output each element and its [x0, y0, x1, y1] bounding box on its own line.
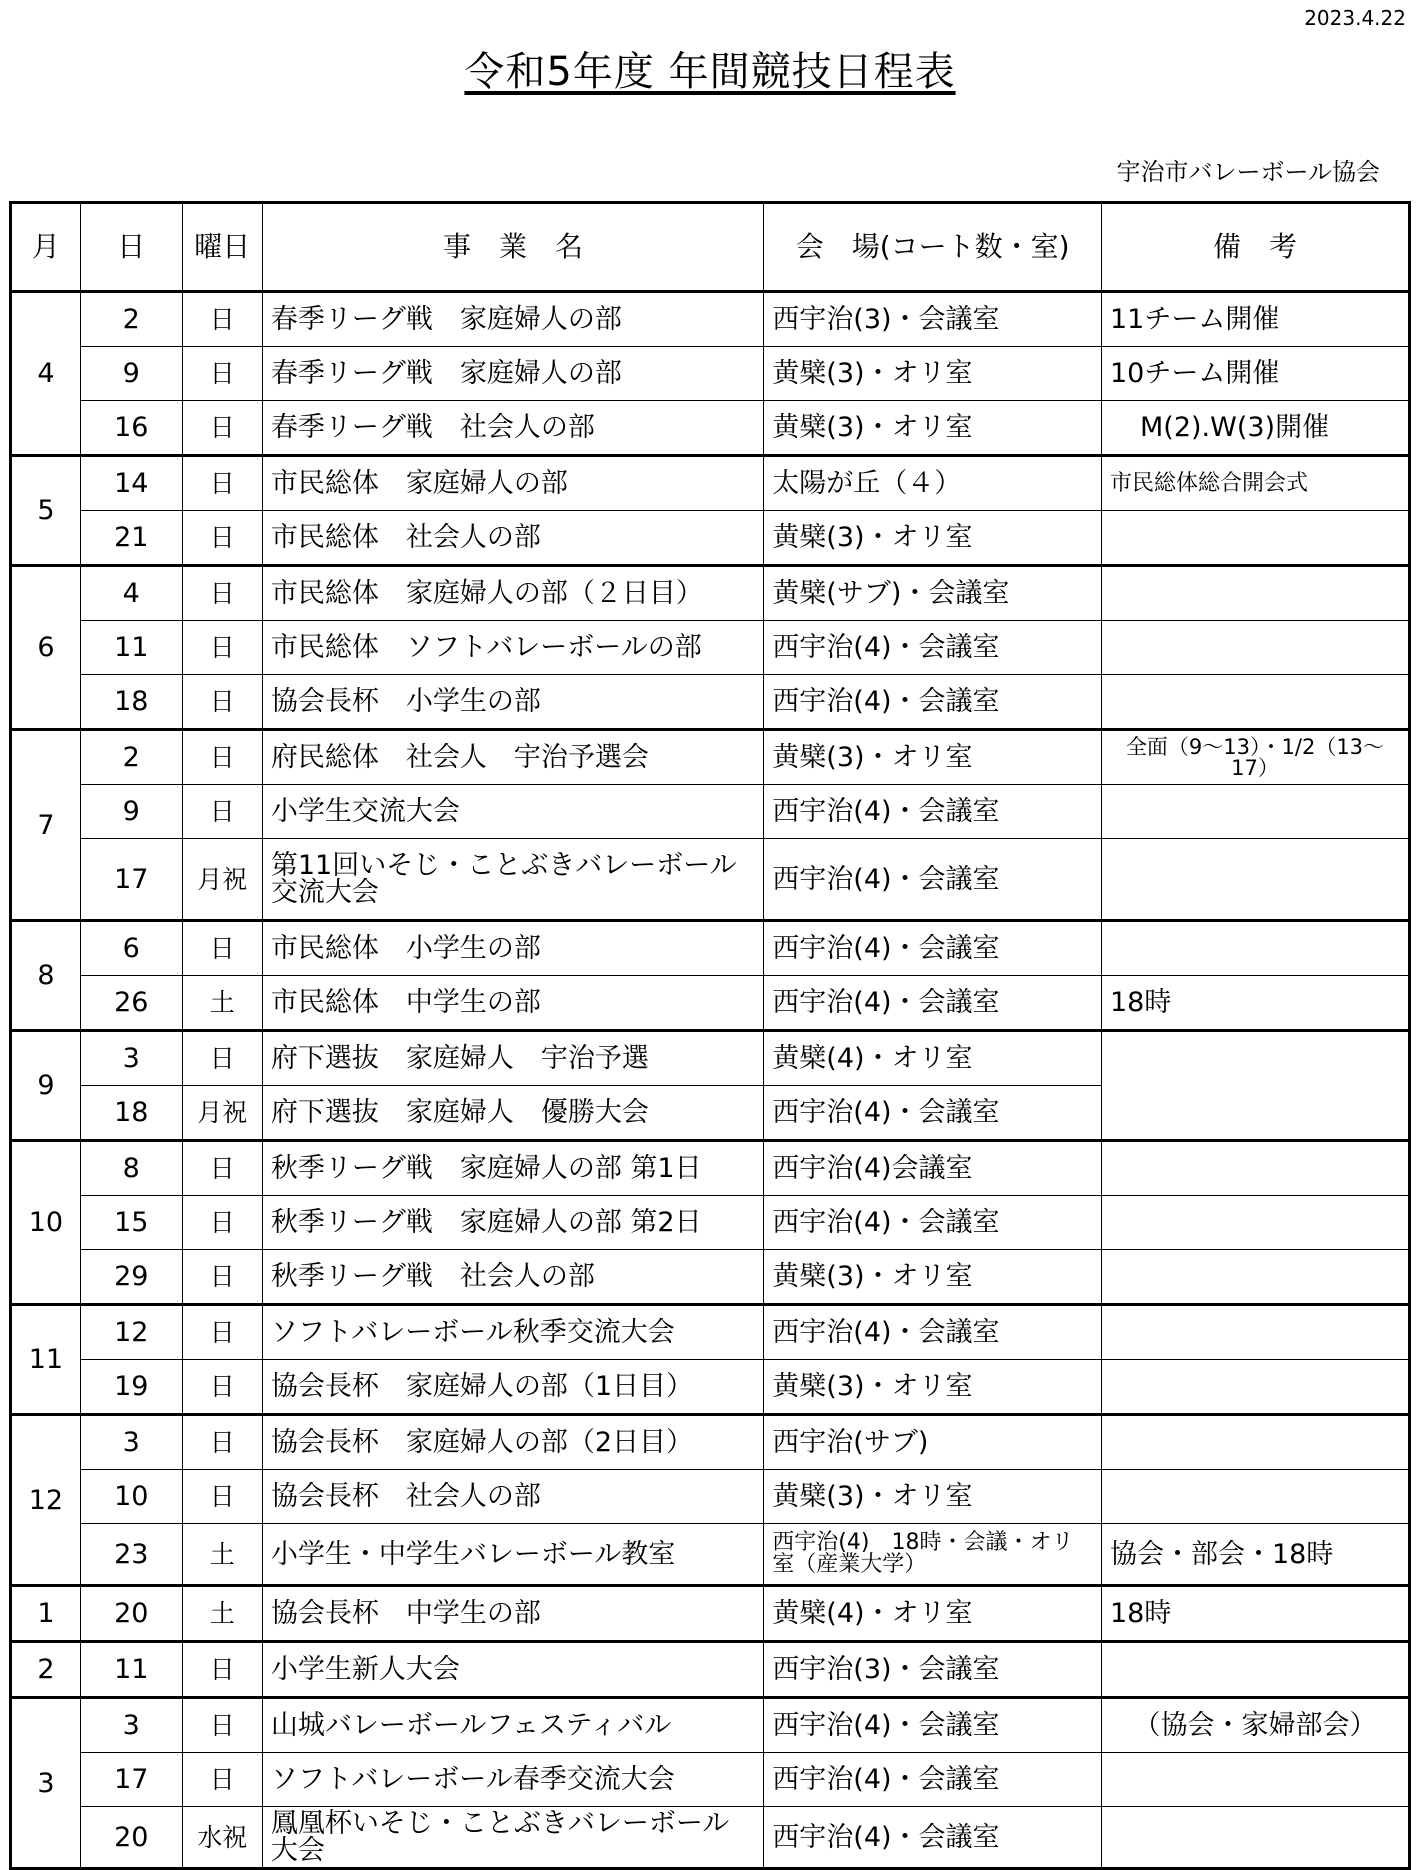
note-cell: 市民総体総合開会式 — [1102, 456, 1410, 511]
table-row — [11, 1586, 1410, 1642]
venue-cell: 西宇治(4)・会議室 — [764, 675, 1102, 730]
note-cell — [1102, 1642, 1410, 1698]
weekday-cell: 日 — [182, 511, 262, 566]
note-cell — [1102, 839, 1410, 921]
note-cell: （協会・家婦部会） — [1102, 1698, 1410, 1753]
event-cell: 協会長杯 小学生の部 — [262, 675, 763, 730]
venue-cell: 西宇治(4)・会議室 — [764, 839, 1102, 921]
note-cell — [1102, 1305, 1410, 1360]
day-cell: 2 — [80, 730, 182, 785]
weekday-cell: 日 — [182, 1031, 262, 1086]
venue-cell: 西宇治(4)・会議室 — [764, 785, 1102, 839]
day-cell: 2 — [80, 292, 182, 347]
day-cell: 23 — [80, 1524, 182, 1586]
table-row — [11, 1698, 1410, 1753]
header-note: 備 考 — [1102, 203, 1410, 292]
table-row — [11, 1524, 1410, 1586]
venue-cell: 西宇治(4)・会議室 — [764, 621, 1102, 675]
month-cell: 9 — [11, 1031, 81, 1141]
weekday-cell: 日 — [182, 1305, 262, 1360]
table-row — [11, 1753, 1410, 1807]
weekday-cell: 日 — [182, 1753, 262, 1807]
weekday-cell: 日 — [182, 1415, 262, 1470]
table-row — [11, 785, 1410, 839]
weekday-cell: 日 — [182, 1141, 262, 1196]
schedule-table — [9, 201, 1411, 1870]
day-cell: 9 — [80, 347, 182, 401]
day-cell: 29 — [80, 1250, 182, 1305]
venue-cell: 西宇治(4)・会議室 — [764, 976, 1102, 1031]
venue-cell: 西宇治(3)・会議室 — [764, 1642, 1102, 1698]
organization-name: 宇治市バレーボール協会 — [1116, 158, 1380, 186]
venue-cell: 黄檗(サブ)・会議室 — [764, 566, 1102, 621]
day-cell: 14 — [80, 456, 182, 511]
weekday-cell: 土 — [182, 1524, 262, 1586]
document-date: 2023.4.22 — [1304, 6, 1406, 30]
venue-cell: 西宇治(4)・会議室 — [764, 1086, 1102, 1141]
venue-cell: 黄檗(3)・オリ室 — [764, 347, 1102, 401]
weekday-cell: 日 — [182, 730, 262, 785]
venue-cell: 西宇治(4)・会議室 — [764, 921, 1102, 976]
table-row — [11, 401, 1410, 456]
note-cell — [1102, 1196, 1410, 1250]
note-cell: 18時 — [1102, 1586, 1410, 1642]
table-row — [11, 921, 1410, 976]
weekday-cell: 日 — [182, 292, 262, 347]
month-cell: 10 — [11, 1141, 81, 1305]
header-day: 日 — [80, 203, 182, 292]
event-cell: 第11回いそじ・ことぶきバレーボール交流大会 — [262, 839, 763, 921]
weekday-cell: 水祝 — [182, 1807, 262, 1869]
note-cell — [1102, 1415, 1410, 1470]
event-cell: ソフトバレーボール秋季交流大会 — [262, 1305, 763, 1360]
event-cell: 春季リーグ戦 家庭婦人の部 — [262, 292, 763, 347]
event-cell: 府下選抜 家庭婦人 優勝大会 — [262, 1086, 763, 1141]
weekday-cell: 日 — [182, 1642, 262, 1698]
event-cell: 山城バレーボールフェスティバル — [262, 1698, 763, 1753]
weekday-cell: 日 — [182, 1360, 262, 1415]
day-cell: 18 — [80, 1086, 182, 1141]
event-cell: 市民総体 家庭婦人の部 — [262, 456, 763, 511]
event-cell: 小学生・中学生バレーボール教室 — [262, 1524, 763, 1586]
day-cell: 26 — [80, 976, 182, 1031]
table-row — [11, 1360, 1410, 1415]
table-row — [11, 566, 1410, 621]
note-cell — [1102, 1250, 1410, 1305]
event-cell: 協会長杯 社会人の部 — [262, 1470, 763, 1524]
table-row — [11, 1031, 1410, 1086]
table-row — [11, 675, 1410, 730]
month-cell: 1 — [11, 1586, 81, 1642]
event-cell: 市民総体 社会人の部 — [262, 511, 763, 566]
event-cell: 市民総体 家庭婦人の部（２日目） — [262, 566, 763, 621]
month-cell: 6 — [11, 566, 81, 730]
venue-cell: 西宇治(4)・会議室 — [764, 1196, 1102, 1250]
table-row — [11, 1250, 1410, 1305]
venue-cell: 西宇治(4)会議室 — [764, 1141, 1102, 1196]
event-cell: 協会長杯 家庭婦人の部（2日目） — [262, 1415, 763, 1470]
note-cell: M(2).W(3)開催 — [1102, 401, 1410, 456]
day-cell: 6 — [80, 921, 182, 976]
header-venue: 会 場(コート数・室) — [764, 203, 1102, 292]
weekday-cell: 日 — [182, 1698, 262, 1753]
page-title: 令和5年度 年間競技日程表 — [464, 49, 956, 95]
venue-cell: 黄檗(3)・オリ室 — [764, 1360, 1102, 1415]
note-cell — [1102, 1360, 1410, 1415]
header-weekday: 曜日 — [182, 203, 262, 292]
day-cell: 17 — [80, 1753, 182, 1807]
table-row — [11, 839, 1410, 921]
day-cell: 11 — [80, 1642, 182, 1698]
venue-cell: 黄檗(3)・オリ室 — [764, 730, 1102, 785]
month-cell: 2 — [11, 1642, 81, 1698]
venue-cell: 黄檗(3)・オリ室 — [764, 1470, 1102, 1524]
note-cell — [1102, 675, 1410, 730]
venue-cell: 西宇治(4)・会議室 — [764, 1305, 1102, 1360]
weekday-cell: 土 — [182, 1586, 262, 1642]
venue-cell: 黄檗(3)・オリ室 — [764, 401, 1102, 456]
table-row — [11, 1196, 1410, 1250]
table-row — [11, 1141, 1410, 1196]
note-cell: 協会・部会・18時 — [1102, 1524, 1410, 1586]
note-cell: 18時 — [1102, 976, 1410, 1031]
header-month: 月 — [11, 203, 81, 292]
day-cell: 10 — [80, 1470, 182, 1524]
note-cell: 全面（9〜13）・1/2（13〜17） — [1102, 730, 1410, 785]
note-cell: 11チーム開催 — [1102, 292, 1410, 347]
month-cell: 3 — [11, 1698, 81, 1869]
day-cell: 20 — [80, 1586, 182, 1642]
note-cell — [1102, 921, 1410, 976]
venue-cell: 西宇治(4) 18時・会議・オリ室（産業大学） — [764, 1524, 1102, 1586]
month-cell: 4 — [11, 292, 81, 456]
note-cell — [1102, 1753, 1410, 1807]
venue-cell: 黄檗(3)・オリ室 — [764, 511, 1102, 566]
day-cell: 9 — [80, 785, 182, 839]
day-cell: 21 — [80, 511, 182, 566]
day-cell: 3 — [80, 1031, 182, 1086]
header-row — [11, 203, 1410, 292]
weekday-cell: 日 — [182, 1196, 262, 1250]
month-cell: 7 — [11, 730, 81, 921]
note-cell — [1102, 621, 1410, 675]
month-cell: 11 — [11, 1305, 81, 1415]
note-cell — [1102, 1807, 1410, 1869]
header-event: 事 業 名 — [262, 203, 763, 292]
event-cell: 市民総体 ソフトバレーボールの部 — [262, 621, 763, 675]
day-cell: 18 — [80, 675, 182, 730]
event-cell: 協会長杯 家庭婦人の部（1日目） — [262, 1360, 763, 1415]
table-row — [11, 976, 1410, 1031]
day-cell: 3 — [80, 1698, 182, 1753]
month-cell: 5 — [11, 456, 81, 566]
month-cell: 8 — [11, 921, 81, 1031]
event-cell: 秋季リーグ戦 社会人の部 — [262, 1250, 763, 1305]
venue-cell: 西宇治(4)・会議室 — [764, 1807, 1102, 1869]
note-cell: 10チーム開催 — [1102, 347, 1410, 401]
weekday-cell: 日 — [182, 1470, 262, 1524]
event-cell: 協会長杯 中学生の部 — [262, 1586, 763, 1642]
day-cell: 8 — [80, 1141, 182, 1196]
weekday-cell: 日 — [182, 921, 262, 976]
note-cell — [1102, 566, 1410, 621]
weekday-cell: 日 — [182, 456, 262, 511]
weekday-cell: 日 — [182, 401, 262, 456]
weekday-cell: 日 — [182, 347, 262, 401]
venue-cell: 西宇治(4)・会議室 — [764, 1698, 1102, 1753]
table-row — [11, 1642, 1410, 1698]
weekday-cell: 月祝 — [182, 1086, 262, 1141]
note-cell — [1102, 1141, 1410, 1196]
venue-cell: 黄檗(4)・オリ室 — [764, 1586, 1102, 1642]
day-cell: 12 — [80, 1305, 182, 1360]
weekday-cell: 月祝 — [182, 839, 262, 921]
table-row — [11, 1415, 1410, 1470]
table-row — [11, 1470, 1410, 1524]
day-cell: 17 — [80, 839, 182, 921]
weekday-cell: 土 — [182, 976, 262, 1031]
month-cell: 12 — [11, 1415, 81, 1586]
weekday-cell: 日 — [182, 785, 262, 839]
venue-cell: 黄檗(3)・オリ室 — [764, 1250, 1102, 1305]
event-cell: 府下選抜 家庭婦人 宇治予選 — [262, 1031, 763, 1086]
note-cell — [1102, 1031, 1410, 1141]
table-row — [11, 456, 1410, 511]
day-cell: 4 — [80, 566, 182, 621]
weekday-cell: 日 — [182, 1250, 262, 1305]
day-cell: 16 — [80, 401, 182, 456]
day-cell: 3 — [80, 1415, 182, 1470]
event-cell: 春季リーグ戦 家庭婦人の部 — [262, 347, 763, 401]
day-cell: 20 — [80, 1807, 182, 1869]
venue-cell: 西宇治(3)・会議室 — [764, 292, 1102, 347]
event-cell: 春季リーグ戦 社会人の部 — [262, 401, 763, 456]
table-row — [11, 1807, 1410, 1869]
table-row — [11, 292, 1410, 347]
note-cell — [1102, 511, 1410, 566]
venue-cell: 西宇治(サブ) — [764, 1415, 1102, 1470]
event-cell: 市民総体 中学生の部 — [262, 976, 763, 1031]
day-cell: 19 — [80, 1360, 182, 1415]
note-cell — [1102, 785, 1410, 839]
weekday-cell: 日 — [182, 566, 262, 621]
weekday-cell: 日 — [182, 675, 262, 730]
day-cell: 15 — [80, 1196, 182, 1250]
table-row — [11, 621, 1410, 675]
weekday-cell: 日 — [182, 621, 262, 675]
table-row — [11, 1305, 1410, 1360]
day-cell: 11 — [80, 621, 182, 675]
note-cell — [1102, 1470, 1410, 1524]
table-row — [11, 730, 1410, 785]
table-row — [11, 347, 1410, 401]
event-cell: 鳳凰杯いそじ・ことぶきバレーボール大会 — [262, 1807, 763, 1869]
event-cell: 府民総体 社会人 宇治予選会 — [262, 730, 763, 785]
event-cell: 市民総体 小学生の部 — [262, 921, 763, 976]
event-cell: 秋季リーグ戦 家庭婦人の部 第2日 — [262, 1196, 763, 1250]
event-cell: 小学生交流大会 — [262, 785, 763, 839]
venue-cell: 太陽が丘（４） — [764, 456, 1102, 511]
table-row — [11, 511, 1410, 566]
venue-cell: 西宇治(4)・会議室 — [764, 1753, 1102, 1807]
event-cell: 小学生新人大会 — [262, 1642, 763, 1698]
event-cell: 秋季リーグ戦 家庭婦人の部 第1日 — [262, 1141, 763, 1196]
event-cell: ソフトバレーボール春季交流大会 — [262, 1753, 763, 1807]
venue-cell: 黄檗(4)・オリ室 — [764, 1031, 1102, 1086]
